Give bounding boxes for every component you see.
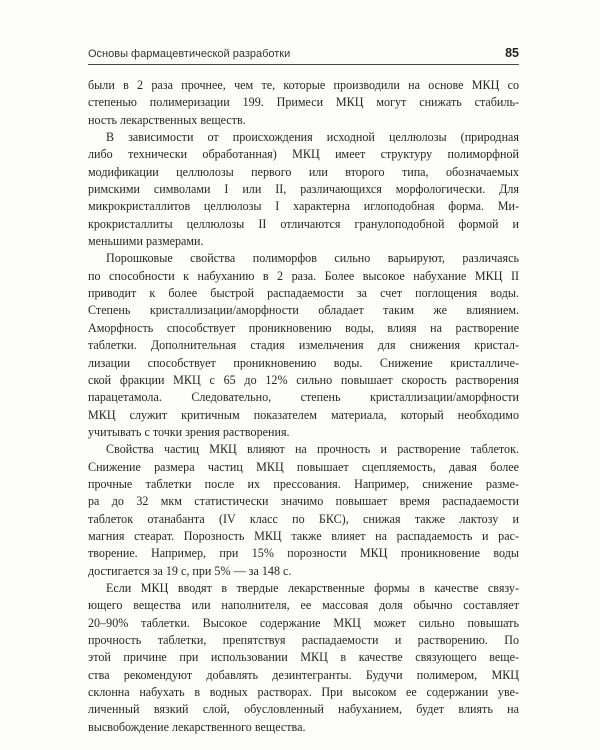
text-line: Снижение размера частиц МКЦ повышает сцепляемость, давая более [88,459,519,474]
text-line: склонна набухать в водных растворах. При высоком ее содержании уве- [88,685,519,700]
text-line: ющего вещества или наполнителя, ее массовая доля обычно составляет [88,598,519,613]
text-line: ства рекомендуют добавлять дезинтегранты. Будучи полимером, МКЦ [88,667,519,682]
text-line: модификации целлюлозы первого или второго типа, обозначаемых [88,164,519,179]
text-line: 20–90% таблетки. Высокое содержание МКЦ может сильно повышать [88,615,519,630]
text-line: меньшими размерами. [88,234,204,249]
text-line: магния стеарат. Порозность МКЦ также влияет на распадаемость и рас- [88,528,519,543]
text-line: степенью полимеризации 199. Примеси МКЦ могут снижать стабиль- [88,95,519,110]
text-line: личенный вязкий слой, обусловленный набуханием, будет влиять на [88,702,519,717]
text-line: были в 2 раза прочнее, чем те, которые производили на основе МКЦ со [88,78,519,92]
text-line: прочные таблетки после их прессования. Например, снижение разме- [88,476,519,491]
body-text [88,77,519,736]
text-line: ра до 32 мкм статистически значимо повышает время распадаемости [88,494,519,509]
text-line: приводит к более быстрой распадаемости за счет поглощения воды. [88,286,519,301]
paragraph [88,441,519,580]
text-line: либо технически обработанная) МКЦ имеет структуру полиморфной [88,147,519,162]
page-number: 85 [505,46,519,60]
text-line: таблетки. Дополнительная стадия измельчения для снижения кристал- [88,338,519,353]
paragraph [88,129,519,250]
text-line: этой причине при использовании МКЦ в качестве связующего веще- [88,650,519,665]
text-line: парацетамола. Следовательно, степень кристаллизации/аморфности [88,390,519,405]
paragraph [88,250,519,441]
running-header [88,42,519,65]
text-line: прочность таблетки, препятствуя распадаемости и растворению. По [88,633,519,647]
text-line: по способности к набуханию в 2 раза. Более высокое набухание МКЦ II [88,268,519,283]
text-line: В зависимости от происхождения исходной целлюлозы (природная [106,130,519,145]
paragraph [88,77,519,129]
text-line: достигается за 19 с, при 5% — за 148 с. [88,563,292,578]
text-line: ской фракции МКЦ с 65 до 12% сильно повышает скорость растворения [88,372,519,387]
text-line: Порошковые свойства полиморфов сильно варьируют, различаясь [106,251,519,266]
text-line: Свойства частиц МКЦ влияют на прочность и растворение таблеток. [106,442,519,457]
text-line: крокристаллиты целлюлозы II отличаются гранулоподобной формой и [88,216,519,231]
text-line: ность лекарственных веществ. [88,112,246,127]
text-line: МКЦ служит критичным показателем материала, который необходимо [88,407,519,422]
text-line: микрокристаллитов целлюлозы I характерна иглоподобная форма. Ми- [88,199,519,214]
text-line: Если МКЦ вводят в твердые лекарственные формы в качестве связу- [106,580,519,595]
text-line: лизации способствует проникновению воды. Снижение кристалличе- [88,355,519,370]
paragraph [88,580,519,736]
text-line: творение. Например, при 15% порозности МКЦ проникновение воды [88,546,519,561]
running-title: Основы фармацевтической разработки [88,48,291,60]
text-line: таблеток отанабанта (IV класс по БКС), снижая также лактозу и [88,511,519,526]
text-line: высвобождение лекарственного вещества. [88,719,306,734]
text-line: учитывать с точки зрения растворения. [88,424,290,439]
text-line: Аморфность способствует проникновению воды, влияя на растворение [88,320,519,335]
text-line: Степень кристаллизации/аморфности обладает таким же влиянием. [88,303,519,318]
text-line: римскими символами I или II, различающихся морфологически. Для [88,182,519,197]
